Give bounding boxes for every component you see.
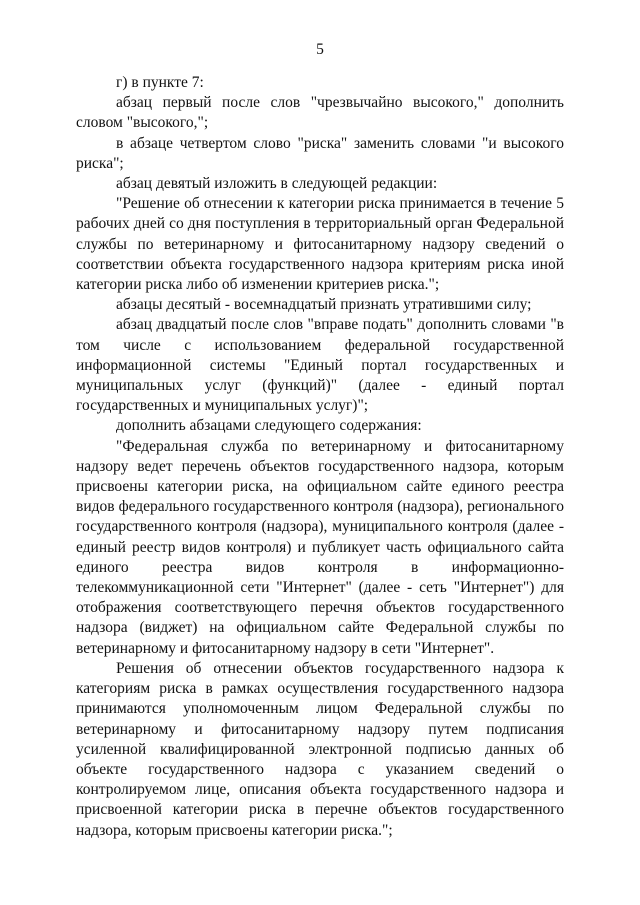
- paragraph-repeal: абзацы десятый - восемнадцатый признать утратившими силу;: [116, 296, 532, 314]
- paragraph-additions-intro: дополнить абзацами следующего содержания:: [116, 417, 422, 435]
- paragraph-registry: "Федеральная служба по ветеринарному и фитосанитарному надзору ведет перечень объектов государственного надзора, которым присвоены категории риска, на официальном сайте единого реестра видов федерального государственного контроля (надзора), регионального государственного контроля (надзора), муниципального контроля (далее - единый реестр видов контроля) и публикует часть официального сайта единого реестра видов контроля в информационно-телекоммуникационной сети "Интернет" (далее - сеть "Интернет") для отображения соответствующего перечня объектов государственного надзора (виджет) на официальном сайте Федеральной службы по ветеринарному и фитосанитарному надзору в сети "Интернет".: [76, 437, 564, 657]
- paragraph-ninth-abzac-intro: абзац девятый изложить в следующей редакции:: [116, 175, 438, 193]
- document-body: [76, 73, 564, 841]
- paragraph-amend-first-abzac: абзац первый после слов "чрезвычайно высокого," дополнить словом "высокого,";: [76, 94, 564, 132]
- paragraph-ninth-abzac-text: "Решение об отнесении к категории риска принимается в течение 5 рабочих дней со дня поступления в территориальный орган Федеральной службы по ветеринарному и фитосанитарному надзору сведений о соответствии объекта государственного надзора критериям риска иной категории риска либо об изменении критериев риска.";: [76, 195, 564, 294]
- paragraph-decisions: Решения об отнесении объектов государственного надзора к категориям риска в рамках осуществления государственного надзора принимаются уполномоченным лицом Федеральной службы по ветеринарному и фитосанитарному надзору путем подписания усиленной квалифицированной электронной подписью данных об объекте государственного надзора с указанием сведений о контролируемом лице, описания объекта государственного надзора и присвоенной категории риска в перечне объектов государственного надзора, которым присвоены категории риска.";: [76, 659, 564, 839]
- paragraph-item-g: г) в пункте 7:: [116, 74, 204, 91]
- page-number: 5: [316, 41, 324, 58]
- paragraph-amend-fourth-abzac: в абзаце четвертом слово "риска" заменить словами "и высокого риска";: [76, 134, 564, 172]
- paragraph-twentieth-abzac: абзац двадцатый после слов "вправе подать" дополнить словами "в том числе с использованием федеральной государственной информационной системы "Единый портал государственных и муниципальных услуг (функций)" (далее - единый портал государственных и муниципальных услуг)";: [76, 316, 564, 415]
